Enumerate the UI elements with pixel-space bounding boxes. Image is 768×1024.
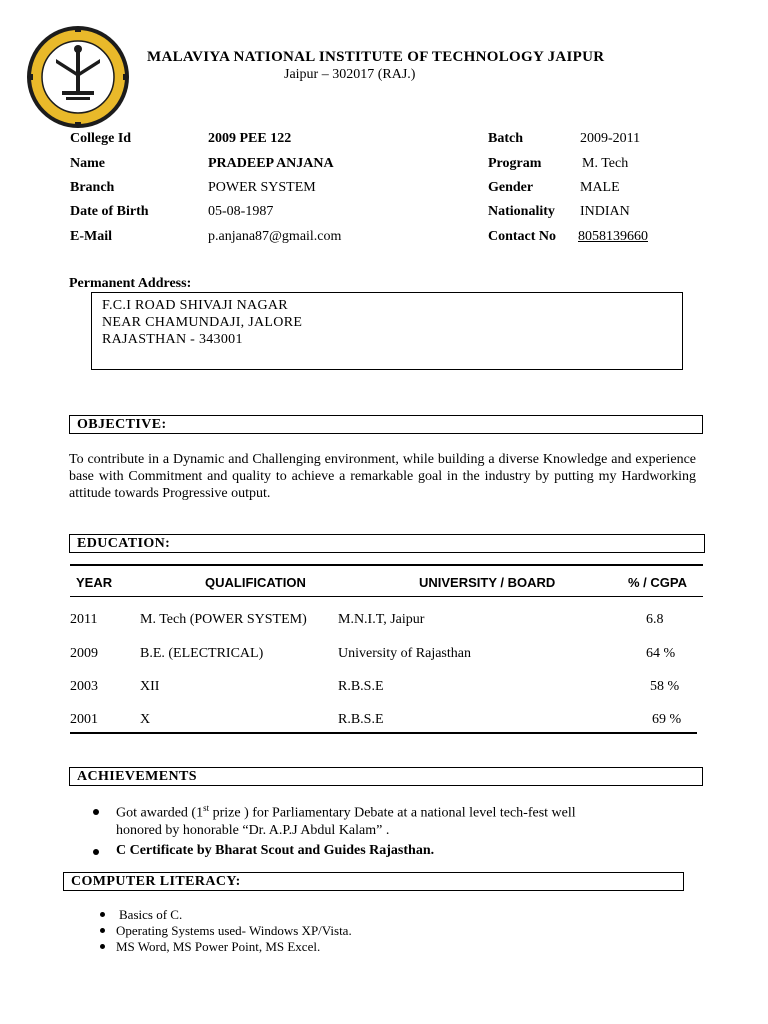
objective-heading — [69, 415, 703, 434]
batch-value: 2009-2011 — [580, 131, 641, 146]
gender-value: MALE — [580, 180, 620, 195]
achievements-heading — [69, 767, 703, 786]
address-line: NEAR CHAMUNDAJI, JALORE — [102, 315, 303, 330]
institute-name: MALAVIYA NATIONAL INSTITUTE OF TECHNOLOGY JAIPUR — [147, 49, 605, 65]
bullet-icon — [93, 809, 99, 815]
program-label: Program — [488, 156, 542, 171]
achievement-item — [116, 803, 576, 822]
branch-value: POWER SYSTEM — [208, 180, 316, 195]
college-id-value: 2009 PEE 122 — [208, 131, 292, 146]
address-line: RAJASTHAN - 343001 — [102, 332, 243, 347]
col-header-university: UNIVERSITY / BOARD — [419, 575, 556, 590]
table-cell-year: 2003 — [70, 679, 98, 694]
email-value[interactable]: p.anjana87@gmail.com — [208, 229, 342, 244]
table-cell-cgpa: 64 % — [646, 646, 676, 661]
address-line: F.C.I ROAD SHIVAJI NAGAR — [102, 298, 288, 313]
computer-item: MS Word, MS Power Point, MS Excel. — [116, 939, 321, 954]
table-cell-qualification: X — [140, 712, 151, 727]
education-title: EDUCATION: — [77, 536, 171, 551]
achievements-title: ACHIEVEMENTS — [77, 769, 197, 784]
contact-label: Contact No — [488, 229, 557, 244]
table-cell-cgpa: 58 % — [650, 679, 680, 694]
address-box — [91, 292, 683, 370]
batch-label: Batch — [488, 131, 523, 146]
bullet-icon — [100, 912, 105, 917]
institute-city: Jaipur – 302017 (RAJ.) — [284, 67, 416, 82]
table-cell-year: 2011 — [70, 612, 98, 627]
computer-item: Operating Systems used- Windows XP/Vista. — [116, 923, 352, 938]
program-value: M. Tech — [582, 156, 629, 171]
contact-value[interactable]: 8058139660 — [578, 229, 648, 244]
nationality-value: INDIAN — [580, 204, 630, 219]
table-cell-university: M.N.I.T, Jaipur — [338, 612, 425, 627]
dob-value: 05-08-1987 — [208, 204, 274, 219]
col-header-qualification: QUALIFICATION — [205, 575, 306, 590]
objective-title: OBJECTIVE: — [77, 417, 167, 432]
bullet-icon — [100, 928, 105, 933]
name-label: Name — [70, 156, 105, 171]
achievement-item-cont: honored by honorable “Dr. A.P.J Abdul Kalam” . — [116, 823, 390, 838]
table-top-rule — [70, 564, 703, 566]
objective-text: To contribute in a Dynamic and Challenging environment, while building a diverse Knowledge and experience base with Commitment and quality to achieve a remarkable goal in the industry by putting my Hardworking attitude towards Progressive output. — [69, 452, 696, 501]
education-heading — [69, 534, 705, 553]
achievement-text: Got awarded (1 — [116, 805, 204, 821]
college-id-label: College Id — [70, 131, 132, 146]
achievement-text: prize ) for Parliamentary Debate at a national level tech-fest well — [209, 805, 576, 821]
table-cell-year: 2009 — [70, 646, 98, 661]
table-cell-university: University of Rajasthan — [338, 646, 471, 661]
computer-title: COMPUTER LITERACY: — [71, 874, 241, 889]
table-cell-university: R.B.S.E — [338, 679, 384, 694]
col-header-cgpa: % / CGPA — [628, 575, 687, 590]
table-cell-year: 2001 — [70, 712, 98, 727]
achievement-sup: st — [203, 803, 210, 813]
bullet-icon — [100, 944, 105, 949]
computer-heading — [63, 872, 684, 891]
institute-logo-icon — [26, 25, 130, 129]
achievement-item: C Certificate by Bharat Scout and Guides Rajasthan. — [116, 843, 435, 858]
col-header-year: YEAR — [76, 575, 113, 590]
table-cell-qualification: XII — [140, 679, 160, 694]
branch-label: Branch — [70, 180, 115, 195]
dob-label: Date of Birth — [70, 204, 149, 219]
nationality-label: Nationality — [488, 204, 555, 219]
bullet-icon — [93, 849, 99, 855]
table-cell-cgpa: 6.8 — [646, 612, 664, 627]
table-cell-qualification: B.E. (ELECTRICAL) — [140, 646, 264, 661]
table-cell-university: R.B.S.E — [338, 712, 384, 727]
address-label: Permanent Address: — [69, 276, 192, 291]
table-bottom-rule — [70, 732, 697, 734]
email-label: E-Mail — [70, 229, 112, 244]
table-cell-qualification: M. Tech (POWER SYSTEM) — [140, 612, 307, 627]
computer-item: Basics of C. — [119, 907, 183, 922]
table-header-rule — [70, 596, 703, 597]
name-value: PRADEEP ANJANA — [208, 156, 334, 171]
table-cell-cgpa: 69 % — [652, 712, 682, 727]
gender-label: Gender — [488, 180, 534, 195]
